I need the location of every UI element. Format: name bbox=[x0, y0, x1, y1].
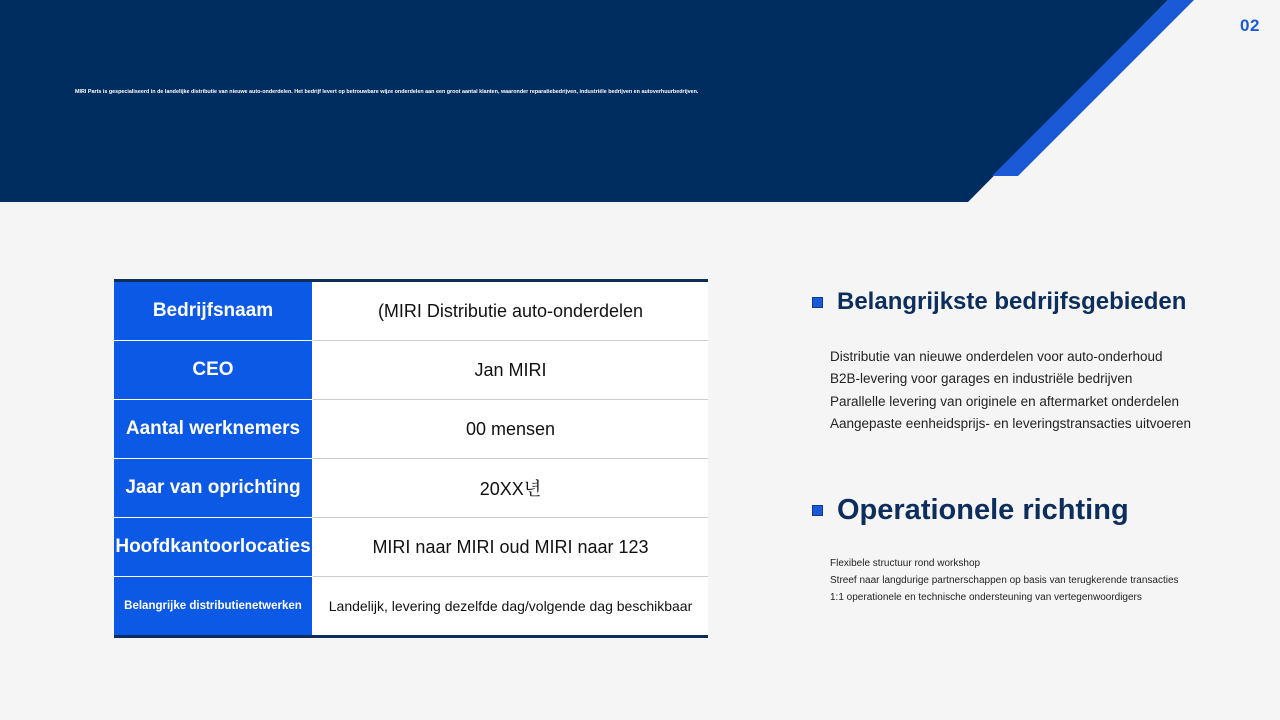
table-label-company-name: Bedrijfsnaam bbox=[114, 281, 313, 341]
table-row bbox=[114, 577, 708, 637]
table-value-headquarters: MIRI naar MIRI oud MIRI naar 123 bbox=[313, 518, 709, 577]
business-areas-heading bbox=[812, 288, 1191, 316]
business-areas-list bbox=[812, 346, 1191, 435]
table-label-ceo: CEO bbox=[114, 341, 313, 400]
square-bullet-icon bbox=[812, 297, 823, 308]
intro-text: MIRI Parts is gespecialiseerd in de landelijke distributie van nieuwe auto-onderdelen. Het bedrijf levert op betrouwbare wijze onderdelen aan een groot aantal klanten, waaronder reparatiebedrijven, industriële bedrijven en autoverhuurbedrijven. bbox=[75, 89, 699, 95]
header-navy-shape bbox=[0, 0, 1168, 202]
table-row bbox=[114, 281, 708, 341]
operational-direction-title: Operationele richting bbox=[837, 494, 1129, 526]
list-item: Parallelle levering van originele en aftermarket onderdelen bbox=[830, 393, 1179, 409]
table-row bbox=[114, 459, 708, 518]
table-label-distribution: Belangrijke distributienetwerken bbox=[114, 577, 313, 637]
list-item: Distributie van nieuwe onderdelen voor auto-onderhoud bbox=[830, 349, 1163, 364]
table-label-founded: Jaar van oprichting bbox=[114, 459, 313, 518]
list-item: 1:1 operationele en technische ondersteuning van vertegenwoordigers bbox=[830, 592, 1142, 603]
list-item: Flexibele structuur rond workshop bbox=[830, 558, 981, 569]
operational-direction-heading bbox=[812, 494, 1179, 527]
table-row bbox=[114, 341, 708, 400]
square-bullet-icon bbox=[812, 505, 823, 516]
operational-direction-section bbox=[812, 494, 1179, 606]
table-row bbox=[114, 518, 708, 577]
operational-direction-list bbox=[812, 555, 1179, 606]
table-label-employees: Aantal werknemers bbox=[114, 400, 313, 459]
table-value-company-name: (MIRI Distributie auto-onderdelen bbox=[313, 281, 709, 341]
page-number: 02 bbox=[1240, 16, 1260, 35]
table-label-headquarters: Hoofdkantoorlocaties bbox=[114, 518, 313, 577]
table-row bbox=[114, 400, 708, 459]
business-areas-title: Belangrijkste bedrijfsgebieden bbox=[837, 288, 1187, 315]
business-areas-section bbox=[812, 288, 1191, 435]
table-value-employees: 00 mensen bbox=[313, 400, 709, 459]
table-value-founded: 20XX년 bbox=[313, 459, 709, 518]
header-shapes bbox=[0, 0, 1280, 202]
list-item: B2B-levering voor garages en industriële bedrijven bbox=[830, 371, 1133, 387]
table-value-distribution: Landelijk, levering dezelfde dag/volgende dag beschikbaar bbox=[313, 577, 709, 637]
header-band bbox=[0, 0, 1280, 202]
list-item: Streef naar langdurige partnerschappen op basis van terugkerende transacties bbox=[830, 575, 1179, 586]
table-value-ceo: Jan MIRI bbox=[313, 341, 709, 400]
list-item: Aangepaste eenheidsprijs- en leveringstransacties uitvoeren bbox=[830, 415, 1191, 431]
company-info-table bbox=[114, 279, 708, 638]
